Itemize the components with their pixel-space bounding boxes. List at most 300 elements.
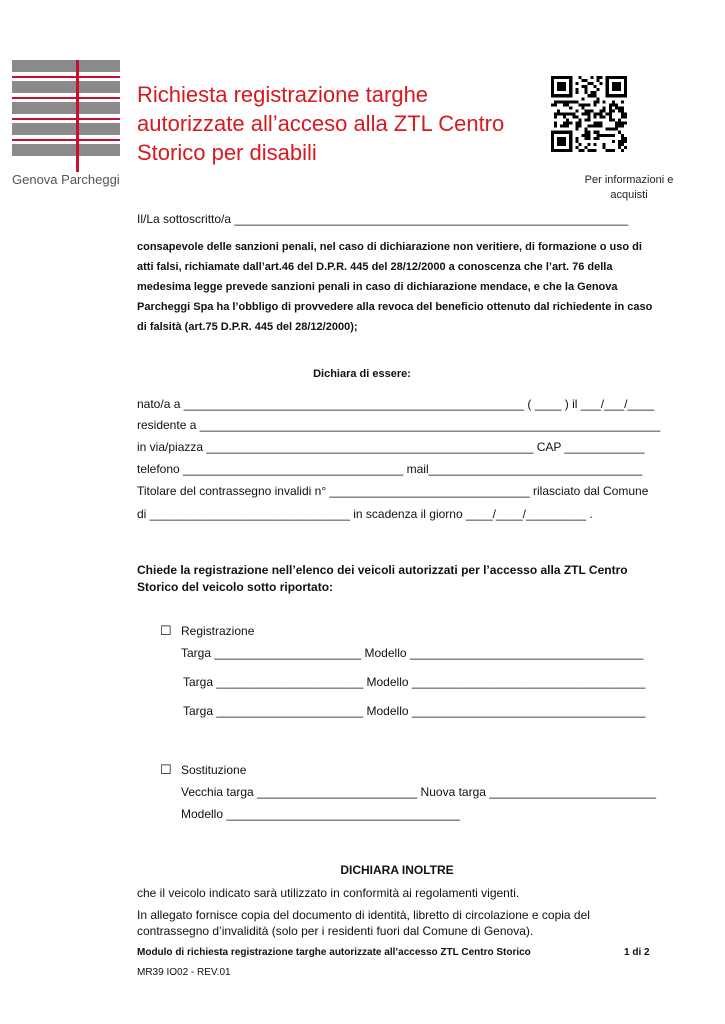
checkbox-icon[interactable]: ☐ — [160, 762, 172, 777]
qr-module — [551, 85, 554, 88]
qr-module — [609, 149, 612, 152]
qr-module — [584, 119, 587, 122]
qr-module — [575, 91, 578, 94]
qr-module — [581, 97, 584, 100]
qr-module — [600, 125, 603, 128]
qr-module — [584, 112, 587, 115]
qr-module — [581, 85, 584, 88]
qr-module — [569, 137, 572, 140]
qr-module — [615, 128, 618, 131]
qr-module — [606, 88, 609, 91]
qr-module — [618, 88, 621, 91]
qr-module — [624, 122, 627, 125]
qr-module — [569, 140, 572, 143]
genova-parcheggi-logo — [12, 60, 122, 185]
qr-module — [557, 94, 560, 97]
qr-module — [563, 94, 566, 97]
qr-module — [615, 125, 618, 128]
qr-module — [624, 94, 627, 97]
qr-module — [584, 85, 587, 88]
qr-module — [557, 143, 560, 146]
info-line: Per informazioni e — [584, 174, 674, 186]
sostituzione-modello-row[interactable]: Modello ___________________________________ — [181, 807, 460, 821]
vecchia-nuova-targa-row[interactable]: Vecchia targa ________________________ Nuova targa _________________________ — [181, 785, 657, 799]
qr-module — [578, 149, 581, 152]
qr-module — [560, 112, 563, 115]
qr-module — [621, 112, 624, 115]
qr-code-icon[interactable] — [551, 76, 627, 152]
qr-module — [618, 143, 621, 146]
qr-module — [615, 82, 618, 85]
qr-module — [597, 131, 600, 134]
qr-module — [606, 134, 609, 137]
qr-module — [554, 112, 557, 115]
qr-module — [578, 103, 581, 106]
qr-module — [575, 82, 578, 85]
qr-module — [612, 140, 615, 143]
qr-module — [606, 76, 609, 79]
qr-module — [606, 128, 609, 131]
qr-module — [575, 128, 578, 131]
qr-module — [587, 109, 590, 112]
qr-module — [575, 140, 578, 143]
qr-module — [584, 137, 587, 140]
qr-module — [581, 149, 584, 152]
qr-module — [563, 88, 566, 91]
sostituzione-option[interactable] — [160, 762, 246, 778]
qr-module — [563, 76, 566, 79]
qr-module — [597, 125, 600, 128]
qr-module — [560, 149, 563, 152]
qr-module — [560, 85, 563, 88]
qr-module — [587, 94, 590, 97]
scadenza-field[interactable]: di ______________________________ in scadenza il giorno ____/____/_________ . — [137, 507, 593, 521]
qr-module — [597, 88, 600, 91]
qr-module — [597, 122, 600, 125]
qr-module — [618, 140, 621, 143]
qr-module — [551, 82, 554, 85]
qr-module — [612, 128, 615, 131]
qr-module — [569, 76, 572, 79]
qr-module — [621, 140, 624, 143]
qr-module — [609, 109, 612, 112]
logo-red-line — [12, 139, 120, 141]
qr-module — [578, 143, 581, 146]
qr-module — [566, 122, 569, 125]
qr-module — [612, 76, 615, 79]
qr-module — [615, 122, 618, 125]
qr-module — [609, 128, 612, 131]
qr-module — [557, 140, 560, 143]
qr-module — [575, 109, 578, 112]
qr-module — [597, 97, 600, 100]
qr-module — [621, 122, 624, 125]
qr-module — [563, 112, 566, 115]
telefono-field[interactable]: telefono _________________________________ mail________________________________ — [137, 462, 643, 476]
inoltre-paragraph: che il veicolo indicato sarà utilizzato in conformità ai regolamenti vigenti. — [137, 886, 520, 900]
qr-module — [578, 125, 581, 128]
qr-module — [587, 137, 590, 140]
qr-module — [615, 88, 618, 91]
qr-module — [569, 112, 572, 115]
qr-module — [554, 125, 557, 128]
qr-module — [551, 131, 554, 134]
qr-module — [581, 79, 584, 82]
qr-module — [566, 100, 569, 103]
qr-module — [618, 85, 621, 88]
qr-module — [594, 131, 597, 134]
qr-module — [621, 137, 624, 140]
qr-module — [615, 94, 618, 97]
qr-module — [581, 112, 584, 115]
qr-module — [618, 106, 621, 109]
qr-module — [569, 100, 572, 103]
qr-module — [606, 82, 609, 85]
qr-module — [600, 76, 603, 79]
qr-module — [621, 125, 624, 128]
qr-module — [569, 131, 572, 134]
qr-module — [597, 76, 600, 79]
qr-module — [594, 85, 597, 88]
qr-module — [624, 82, 627, 85]
qr-module — [554, 103, 557, 106]
qr-module — [554, 149, 557, 152]
qr-module — [554, 116, 557, 119]
qr-module — [587, 125, 590, 128]
qr-module — [594, 112, 597, 115]
qr-module — [603, 109, 606, 112]
registrazione-option[interactable] — [160, 623, 254, 639]
qr-module — [606, 94, 609, 97]
qr-module — [603, 143, 606, 146]
logo-text: Genova Parcheggi — [12, 172, 120, 187]
qr-module — [624, 85, 627, 88]
qr-module — [618, 94, 621, 97]
qr-module — [621, 100, 624, 103]
qr-module — [612, 100, 615, 103]
qr-module — [566, 112, 569, 115]
qr-module — [612, 82, 615, 85]
qr-module — [591, 91, 594, 94]
qr-module — [618, 119, 621, 122]
qr-module — [609, 103, 612, 106]
qr-module — [600, 82, 603, 85]
qr-module — [584, 128, 587, 131]
qr-module — [566, 119, 569, 122]
qr-module — [621, 76, 624, 79]
qr-module — [621, 143, 624, 146]
qr-module — [584, 79, 587, 82]
qr-module — [587, 149, 590, 152]
qr-module — [618, 125, 621, 128]
qr-module — [618, 131, 621, 134]
qr-module — [581, 106, 584, 109]
qr-module — [551, 146, 554, 149]
qr-module — [578, 76, 581, 79]
qr-module — [618, 82, 621, 85]
qr-module — [587, 116, 590, 119]
qr-module — [560, 88, 563, 91]
sottoscritto-field[interactable]: Il/La sottoscritto/a ___________________________________________________________ — [137, 212, 629, 226]
qr-module — [587, 112, 590, 115]
qr-module — [557, 109, 560, 112]
qr-module — [551, 137, 554, 140]
qr-module — [618, 109, 621, 112]
qr-module — [563, 85, 566, 88]
qr-module — [612, 149, 615, 152]
qr-module — [575, 116, 578, 119]
qr-module — [621, 94, 624, 97]
qr-module — [569, 79, 572, 82]
qr-module — [587, 131, 590, 134]
qr-module — [609, 116, 612, 119]
checkbox-icon[interactable]: ☐ — [160, 623, 172, 638]
qr-module — [557, 149, 560, 152]
qr-module — [621, 149, 624, 152]
residente-field[interactable]: residente a _____________________________________________________________________ — [137, 418, 661, 432]
qr-module — [606, 112, 609, 115]
qr-module — [609, 94, 612, 97]
qr-module — [621, 109, 624, 112]
document-code: MR39 IO02 - REV.01 — [137, 967, 231, 978]
qr-module — [572, 112, 575, 115]
qr-module — [603, 106, 606, 109]
qr-module — [584, 103, 587, 106]
qr-module — [609, 106, 612, 109]
qr-module — [594, 94, 597, 97]
qr-module — [563, 143, 566, 146]
logo-stripe — [12, 144, 120, 156]
qr-module — [554, 122, 557, 125]
info-caption — [560, 173, 698, 203]
title-line: Storico per disabili — [137, 140, 317, 165]
qr-module — [563, 140, 566, 143]
qr-module — [563, 131, 566, 134]
qr-module — [560, 140, 563, 143]
qr-module — [569, 88, 572, 91]
qr-module — [615, 103, 618, 106]
qr-module — [572, 100, 575, 103]
allegato-paragraph: In allegato fornisce copia del documento di identità, libretto di circolazione e copia del contrassegno d’invalidità (solo per i residenti fuori dal Comune di Genova). — [137, 908, 590, 938]
info-line: acquisti — [610, 189, 648, 201]
qr-module — [575, 122, 578, 125]
qr-module — [566, 149, 569, 152]
targa-modello-row[interactable]: Targa ______________________ Modello ___________________________________ — [181, 646, 644, 660]
qr-module — [554, 76, 557, 79]
qr-module — [569, 85, 572, 88]
qr-module — [587, 134, 590, 137]
logo-red-line — [12, 97, 120, 99]
qr-module — [591, 76, 594, 79]
qr-module — [621, 116, 624, 119]
qr-module — [618, 76, 621, 79]
qr-module — [554, 100, 557, 103]
qr-module — [560, 76, 563, 79]
qr-module — [594, 137, 597, 140]
qr-module — [612, 103, 615, 106]
qr-module — [594, 122, 597, 125]
qr-module — [557, 100, 560, 103]
qr-module — [587, 143, 590, 146]
qr-module — [612, 94, 615, 97]
qr-module — [560, 100, 563, 103]
qr-module — [615, 85, 618, 88]
qr-module — [569, 149, 572, 152]
logo-red-line — [12, 118, 120, 120]
qr-module — [624, 137, 627, 140]
qr-module — [557, 137, 560, 140]
qr-module — [569, 106, 572, 109]
page-number: 1 di 2 — [624, 947, 650, 958]
qr-module — [551, 88, 554, 91]
qr-module — [575, 125, 578, 128]
qr-module — [587, 82, 590, 85]
qr-module — [612, 119, 615, 122]
qr-module — [566, 76, 569, 79]
qr-module — [563, 82, 566, 85]
qr-module — [600, 112, 603, 115]
qr-module — [594, 103, 597, 106]
qr-module — [594, 143, 597, 146]
qr-module — [551, 149, 554, 152]
qr-module — [591, 94, 594, 97]
qr-module — [591, 109, 594, 112]
qr-module — [560, 143, 563, 146]
qr-module — [581, 134, 584, 137]
logo-stripe — [12, 123, 120, 135]
dichiara-title: Dichiara di essere: — [313, 368, 411, 380]
footer-title: Modulo di richiesta registrazione targhe autorizzate all’accesso ZTL Centro Storico — [137, 947, 531, 958]
qr-module — [554, 131, 557, 134]
qr-module — [575, 88, 578, 91]
qr-module — [600, 134, 603, 137]
logo-stripe — [12, 60, 120, 72]
qr-module — [557, 112, 560, 115]
qr-module — [615, 76, 618, 79]
qr-module — [624, 76, 627, 79]
chiede-paragraph: Chiede la registrazione nell’elenco dei veicoli autorizzati per l’accesso alla ZTL Centro Storico del veicolo sotto riportato: — [137, 563, 628, 594]
qr-module — [569, 82, 572, 85]
qr-module — [594, 149, 597, 152]
qr-module — [624, 79, 627, 82]
qr-module — [557, 76, 560, 79]
qr-module — [569, 122, 572, 125]
qr-module — [569, 94, 572, 97]
qr-module — [563, 116, 566, 119]
qr-module — [594, 91, 597, 94]
qr-module — [557, 88, 560, 91]
qr-module — [587, 103, 590, 106]
qr-module — [563, 103, 566, 106]
qr-module — [581, 103, 584, 106]
targa-modello-row[interactable]: Targa ______________________ Modello ___________________________________ — [183, 704, 646, 718]
qr-module — [584, 134, 587, 137]
qr-module — [618, 146, 621, 149]
qr-module — [578, 122, 581, 125]
qr-module — [624, 146, 627, 149]
qr-module — [624, 91, 627, 94]
qr-module — [594, 116, 597, 119]
qr-module — [575, 146, 578, 149]
qr-module — [563, 122, 566, 125]
dichiara-inoltre-title: DICHIARA INOLTRE — [340, 863, 454, 877]
qr-module — [591, 82, 594, 85]
qr-module — [557, 82, 560, 85]
qr-module — [551, 143, 554, 146]
qr-module — [563, 125, 566, 128]
qr-module — [557, 131, 560, 134]
qr-module — [597, 134, 600, 137]
qr-module — [569, 134, 572, 137]
qr-module — [597, 137, 600, 140]
qr-module — [551, 140, 554, 143]
consapevole-paragraph: consapevole delle sanzioni penali, nel caso di dichiarazione non veritiere, di formazione o uso di atti falsi, richiamate dall’art.46 del D.P.R. 445 del 28/12/2000 a conoscenza che l’art. 76 della medesima legge prevede sanzioni penali in caso di dichiarazione mendace, e che la Genova Parcheggi Spa ha l’obbligo di provvedere alla revoca del beneficio ottenuto dal richiedente in caso di falsità (art.75 D.P.R. 445 del 28/12/2000); — [137, 241, 653, 333]
sostituzione-label: Sostituzione — [181, 763, 247, 777]
qr-module — [551, 103, 554, 106]
qr-module — [554, 94, 557, 97]
qr-module — [597, 112, 600, 115]
qr-module — [587, 119, 590, 122]
qr-module — [609, 76, 612, 79]
qr-module — [591, 125, 594, 128]
targa-modello-row[interactable]: Targa ______________________ Modello ___________________________________ — [183, 675, 646, 689]
qr-module — [566, 125, 569, 128]
qr-module — [597, 100, 600, 103]
nato-field[interactable]: nato/a a ___________________________________________________ ( ____ ) il ___/___/____ — [137, 397, 655, 411]
qr-module — [624, 116, 627, 119]
qr-module — [563, 149, 566, 152]
qr-module — [575, 100, 578, 103]
qr-module — [572, 116, 575, 119]
qr-module — [569, 143, 572, 146]
qr-module — [603, 116, 606, 119]
qr-module — [575, 137, 578, 140]
qr-module — [606, 91, 609, 94]
qr-module — [609, 119, 612, 122]
title-line: Richiesta registrazione targhe — [137, 82, 429, 107]
qr-module — [600, 116, 603, 119]
qr-module — [563, 137, 566, 140]
qr-module — [600, 109, 603, 112]
qr-module — [609, 134, 612, 137]
qr-module — [560, 131, 563, 134]
qr-module — [621, 106, 624, 109]
qr-module — [584, 91, 587, 94]
qr-module — [569, 146, 572, 149]
logo-stripe — [12, 81, 120, 93]
qr-module — [615, 106, 618, 109]
qr-module — [560, 125, 563, 128]
contrassegno-field[interactable]: Titolare del contrassegno invalidi n° ______________________________ rilasciato dal Comune — [137, 484, 649, 498]
via-field[interactable]: in via/piazza _________________________________________________ CAP ____________ — [137, 440, 645, 454]
qr-module — [621, 134, 624, 137]
qr-module — [560, 94, 563, 97]
qr-module — [551, 91, 554, 94]
qr-module — [578, 119, 581, 122]
registrazione-label: Registrazione — [181, 624, 255, 638]
qr-module — [606, 149, 609, 152]
logo-red-cross — [76, 60, 79, 172]
qr-module — [591, 149, 594, 152]
qr-module — [594, 125, 597, 128]
qr-module — [624, 112, 627, 115]
qr-module — [584, 146, 587, 149]
qr-module — [551, 94, 554, 97]
qr-module — [551, 79, 554, 82]
qr-module — [612, 109, 615, 112]
qr-module — [560, 137, 563, 140]
qr-module — [603, 146, 606, 149]
